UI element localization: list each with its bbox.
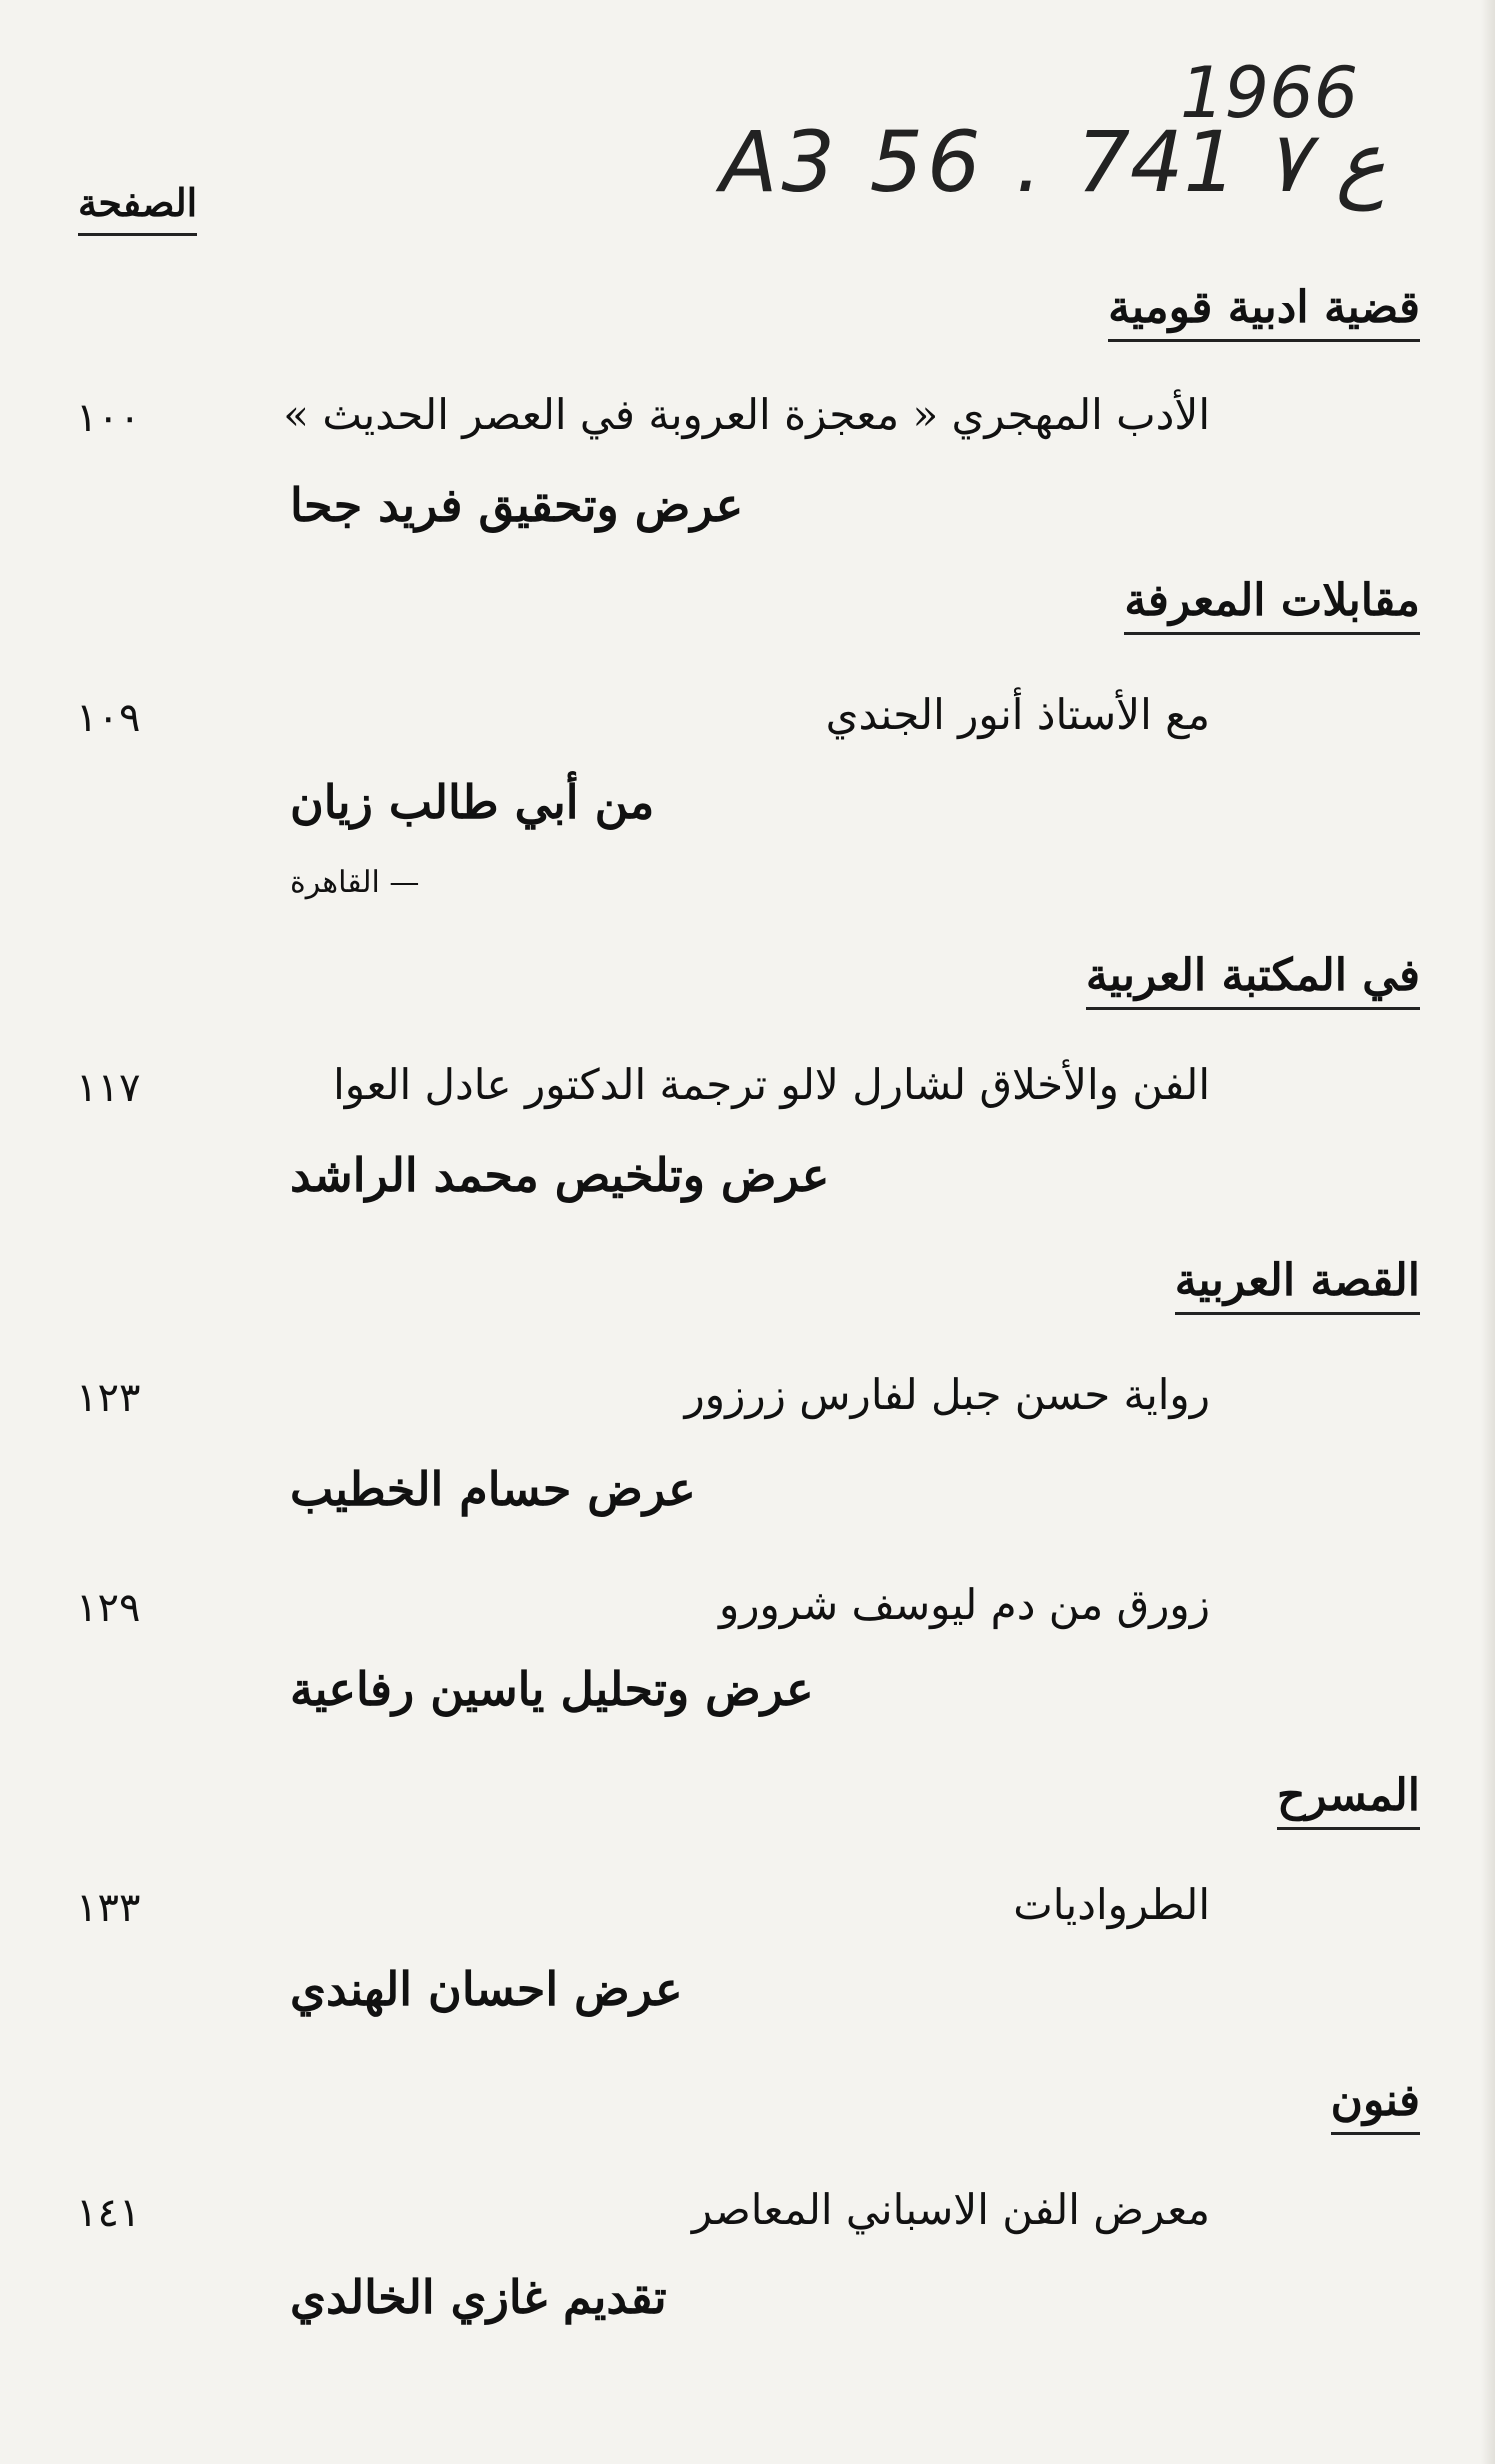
entry-title: الفن والأخلاق لشارل لالو ترجمة الدكتور عادل العوا	[333, 1060, 1210, 1109]
section-heading: مقابلات المعرفة	[1124, 575, 1420, 635]
page-edge	[1481, 0, 1495, 2464]
page-number: ١٠٠	[76, 395, 141, 441]
entry-title: الأدب المهجري « معجزة العروبة في العصر الحديث »	[283, 390, 1210, 439]
page-column-label: الصفحة	[78, 180, 197, 236]
entry-title: زورق من دم ليوسف شرورو	[718, 1580, 1210, 1629]
page-number: ١٢٩	[76, 1585, 141, 1631]
entry-title: الطرواديات	[1013, 1880, 1210, 1929]
entry-byline: تقديم غازي الخالدي	[290, 2270, 667, 2324]
page-number: ١٤١	[76, 2190, 141, 2236]
entry-byline: من أبي طالب زيان	[290, 775, 655, 829]
page-number: ١٢٣	[76, 1375, 141, 1421]
page-number: ١٠٩	[76, 695, 141, 741]
section-heading: المسرح	[1277, 1770, 1420, 1830]
entry-byline: عرض وتلخيص محمد الراشد	[290, 1148, 830, 1202]
page-number: ١١٧	[76, 1065, 141, 1111]
entry-byline: عرض وتحقيق فريد جحا	[290, 478, 744, 532]
entry-byline: عرض احسان الهندي	[290, 1962, 683, 2016]
section-heading: فنون	[1331, 2075, 1420, 2135]
section-heading: القصة العربية	[1175, 1255, 1420, 1315]
handwritten-year: 1966	[1180, 52, 1359, 134]
entry-location-note: — القاهرة	[290, 865, 420, 900]
entry-byline: عرض حسام الخطيب	[290, 1462, 696, 1516]
section-heading: قضية ادبية قومية	[1108, 282, 1420, 342]
page-number: ١٣٣	[76, 1885, 141, 1931]
handwritten-call-number: A3 56 . ع ٧ 741	[720, 113, 1386, 211]
entry-title: مع الأستاذ أنور الجندي	[825, 690, 1210, 739]
entry-title: رواية حسن جبل لفارس زرزور	[684, 1370, 1210, 1419]
entry-title: معرض الفن الاسباني المعاصر	[691, 2185, 1210, 2234]
entry-byline: عرض وتحليل ياسين رفاعية	[290, 1662, 814, 1716]
section-heading: في المكتبة العربية	[1086, 950, 1420, 1010]
